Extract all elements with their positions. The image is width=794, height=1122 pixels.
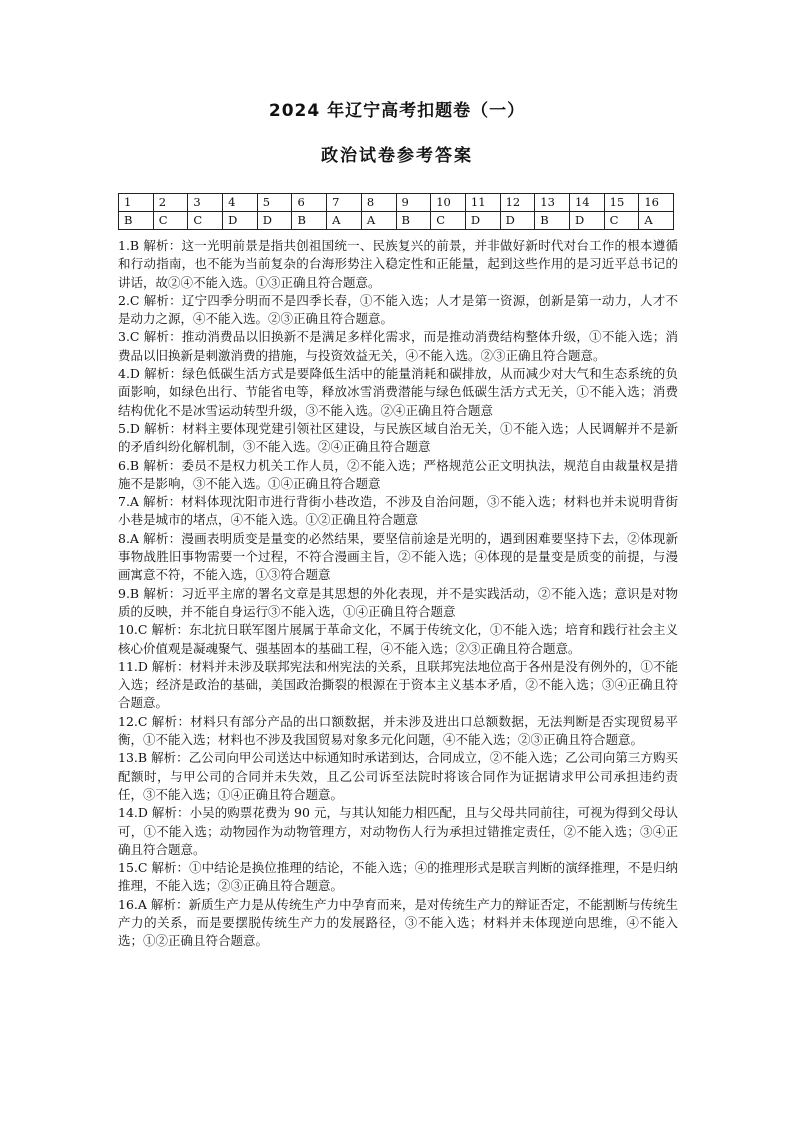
explanation-item: 4.D 解析：绿色低碳生活方式是要降低生活中的能量消耗和碳排放，从而减少对大气和生态系统的负面影响，如绿色出行、节能省电等，释放冰雪消费潜能与绿色低碳生活方式无关，①不能入选；消费结构优化不是冰雪运动转型升级，③不能入选。②④正确且符合题意	[118, 366, 678, 418]
question-number: 12	[500, 194, 535, 212]
answer-letter: D	[500, 212, 535, 230]
answer-letter: B	[535, 212, 570, 230]
explanation-item: 6.B 解析：委员不是权力机关工作人员，②不能入选；严格规范公正文明执法，规范自由裁量权是措施不是影响，③不能入选。①④正确且符合题意	[118, 457, 678, 491]
explanation-item: 15.C 解析：①中结论是换位推理的结论，不能入选；④的推理形式是联言判断的演绎推理，不是归纳推理，不能入选；②③正确且符合题意。	[118, 860, 678, 894]
answer-letter: B	[396, 212, 431, 230]
question-number: 8	[361, 194, 396, 212]
explanation-item: 7.A 解析：材料体现沈阳市进行背街小巷改造，不涉及自治问题，③不能入选；材料也并未说明背街小巷是城市的堵点，④不能入选。①②正确且符合题意	[118, 494, 678, 528]
question-number: 14	[569, 194, 604, 212]
answer-table-number-row	[119, 194, 674, 212]
question-number: 9	[396, 194, 431, 212]
answer-letter: D	[569, 212, 604, 230]
answer-table-answer-row	[119, 212, 674, 230]
explanation-item: 3.C 解析：推动消费品以旧换新不是满足多样化需求，而是推动消费结构整体升级，①不能入选；消费品以旧换新是刺激消费的措施，与投资效益无关，④不能入选。②③正确且符合题意。	[118, 329, 678, 363]
question-number: 11	[465, 194, 500, 212]
explanation-item: 1.B 解析：这一光明前景是指共创祖国统一、民族复兴的前景，并非做好新时代对台工作的根本遵循和行动指南，也不能为当前复杂的台海形势注入稳定性和正能量，起到这些作用的是习近平总书记的讲话，故②④不能入选。①③正确且符合题意。	[118, 238, 678, 290]
explanation-item: 12.C 解析：材料只有部分产品的出口额数据，并未涉及进出口总额数据，无法判断是否实现贸易平衡，①不能入选；材料也不涉及我国贸易对象多元化问题，④不能入选；②③正确且符合题意。	[118, 713, 678, 748]
explanation-item: 5.D 解析：材料主要体现党建引领社区建设，与民族区域自治无关，①不能入选；人民调解并不是新的矛盾纠纷化解机制，③不能入选。②④正确且符合题意	[118, 420, 678, 455]
explanation-item: 10.C 解析：东北抗日联军图片展属于革命文化，不属于传统文化，①不能入选；培育和践行社会主义核心价值观是凝魂聚气、强基固本的基础工程，④不能入选；②③正确且符合题意。	[118, 622, 678, 656]
answer-letter: A	[639, 212, 674, 230]
question-number: 6	[292, 194, 327, 212]
question-number: 1	[119, 194, 154, 212]
explanation-item: 8.A 解析：漫画表明质变是量变的必然结果，要坚信前途是光明的，遇到困难要坚持下去，②体现新事物战胜旧事物需要一个过程，不符合漫画主旨，②不能入选；④体现的是量变是质变的前提，与漫画寓意不符，不能入选，①③符合题意	[118, 530, 678, 583]
answer-letter: C	[431, 212, 466, 230]
explanation-item: 2.C 解析：辽宁四季分明而不是四季长春，①不能入选；人才是第一资源，创新是第一动力，人才不是动力之源，④不能入选。②③正确且符合题意。	[118, 292, 678, 327]
answer-letter: B	[292, 212, 327, 230]
answer-letter: A	[361, 212, 396, 230]
explanation-item: 11.D 解析：材料并未涉及联邦宪法和州宪法的关系，且联邦宪法地位高于各州是没有例外的，①不能入选；经济是政治的基础，美国政治撕裂的根源在于资本主义基本矛盾，②不能入选；③④正确且符合题意。	[118, 658, 678, 711]
question-number: 16	[639, 194, 674, 212]
answer-letter: D	[223, 212, 258, 230]
document-title: 2024 年辽宁高考扣题卷（一）	[268, 101, 526, 121]
explanation-item: 16.A 解析：新质生产力是从传统生产力中孕育而来，是对传统生产力的辩证否定，不能割断与传统生产力的关系，而是要摆脱传统生产力的发展路径，③不能入选；材料并未体现逆向思维，④不能入选；①②正确且符合题意。	[118, 896, 678, 949]
answer-letter: B	[119, 212, 154, 230]
question-number: 7	[327, 194, 362, 212]
question-number: 3	[188, 194, 223, 212]
answer-table	[118, 193, 674, 230]
explanations	[118, 237, 678, 951]
question-number: 5	[257, 194, 292, 212]
question-number: 2	[153, 194, 188, 212]
explanation-item: 14.D 解析：小吴的购票花费为 90 元，与其认知能力相匹配，且与父母共同前往，可视为得到父母认可，①不能入选；动物园作为动物管理方，对动物伤人行为承担过错推定责任，②不能入选；③④正确且符合题意。	[118, 805, 678, 857]
answer-letter: C	[153, 212, 188, 230]
explanation-item: 9.B 解析：习近平主席的署名文章是其思想的外化表现，并不是实践活动，②不能入选；意识是对物质的反映，并不能自身运行③不能入选，①④正确且符合题意	[118, 585, 678, 619]
answer-letter: C	[604, 212, 639, 230]
question-number: 13	[535, 194, 570, 212]
question-number: 10	[431, 194, 466, 212]
explanation-item: 13.B 解析：乙公司向甲公司送达中标通知时承诺到达，合同成立，②不能入选；乙公司向第三方购买配额时，与甲公司的合同并未失效，且乙公司诉至法院时将该合同作为证据请求甲公司承担违约责任，③不能入选；①④正确且符合题意。	[118, 750, 678, 802]
question-number: 4	[223, 194, 258, 212]
answer-letter: D	[465, 212, 500, 230]
answer-letter: C	[188, 212, 223, 230]
answer-letter: A	[327, 212, 362, 230]
answer-letter: D	[257, 212, 292, 230]
document-subtitle: 政治试卷参考答案	[321, 146, 473, 166]
question-number: 15	[604, 194, 639, 212]
